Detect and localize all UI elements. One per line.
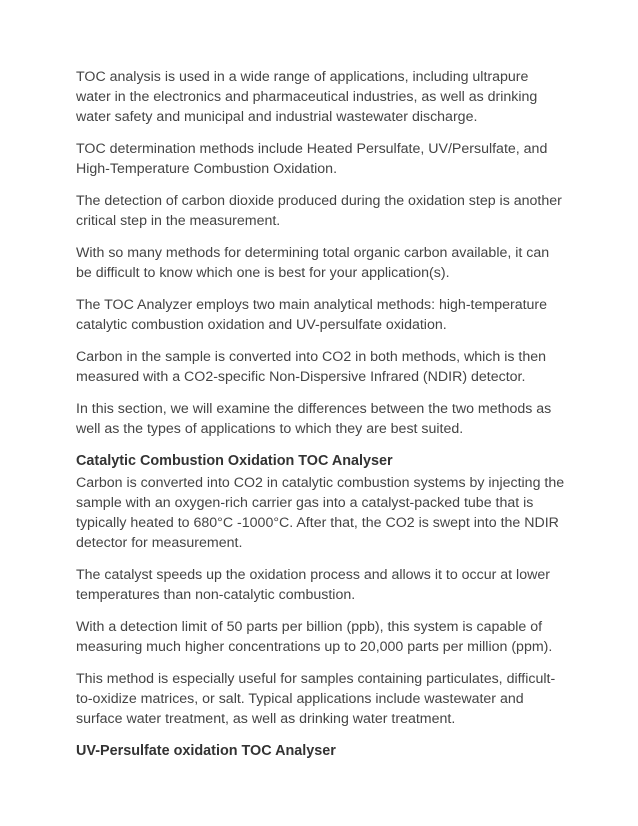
paragraph-section-overview: In this section, we will examine the differences between the two methods as well as the types of applications to which they are best suited. — [76, 401, 552, 437]
paragraph-two-methods: The TOC Analyzer employs two main analytical methods: high-temperature catalytic combustion oxidation and UV-persulfate oxidation. — [76, 297, 548, 333]
paragraph-detection-limit: With a detection limit of 50 parts per billion (ppb), this system is capable of measuring much higher concentrations up to 20,000 parts per million (ppm). — [76, 619, 553, 655]
paragraph-catalytic-process: Carbon is converted into CO2 in catalytic combustion systems by injecting the sample with an oxygen-rich carrier gas into a catalyst-packed tube that is typically heated to 680°C -1000°C. After that, the CO2 is swept into the NDIR detector for measurement. — [76, 475, 565, 551]
paragraph-toc-applications: TOC analysis is used in a wide range of applications, including ultrapure water in the electronics and pharmaceutical industries, as well as drinking water safety and municipal and industrial wastewater discharge. — [76, 69, 538, 125]
paragraph-choosing-method: With so many methods for determining total organic carbon available, it can be difficult to know which one is best for your application(s). — [76, 245, 550, 281]
paragraph-catalyst-speed: The catalyst speeds up the oxidation process and allows it to occur at lower temperatures than non-catalytic combustion. — [76, 567, 550, 603]
document-page — [76, 67, 566, 763]
paragraph-ndir-measurement: Carbon in the sample is converted into CO2 in both methods, which is then measured with a CO2-specific Non-Dispersive Infrared (NDIR) detector. — [76, 349, 547, 385]
paragraph-catalytic-applications: This method is especially useful for samples containing particulates, difficult-to-oxidize matrices, or salt. Typical applications include wastewater and surface water treatment, as well as drinking water treatment. — [76, 671, 556, 727]
heading-catalytic-combustion: Catalytic Combustion Oxidation TOC Analyser — [76, 453, 393, 469]
heading-uv-persulfate: UV-Persulfate oxidation TOC Analyser — [76, 743, 336, 759]
paragraph-toc-methods: TOC determination methods include Heated Persulfate, UV/Persulfate, and High-Temperature Combustion Oxidation. — [76, 141, 548, 177]
paragraph-co2-detection: The detection of carbon dioxide produced during the oxidation step is another critical step in the measurement. — [76, 193, 562, 229]
